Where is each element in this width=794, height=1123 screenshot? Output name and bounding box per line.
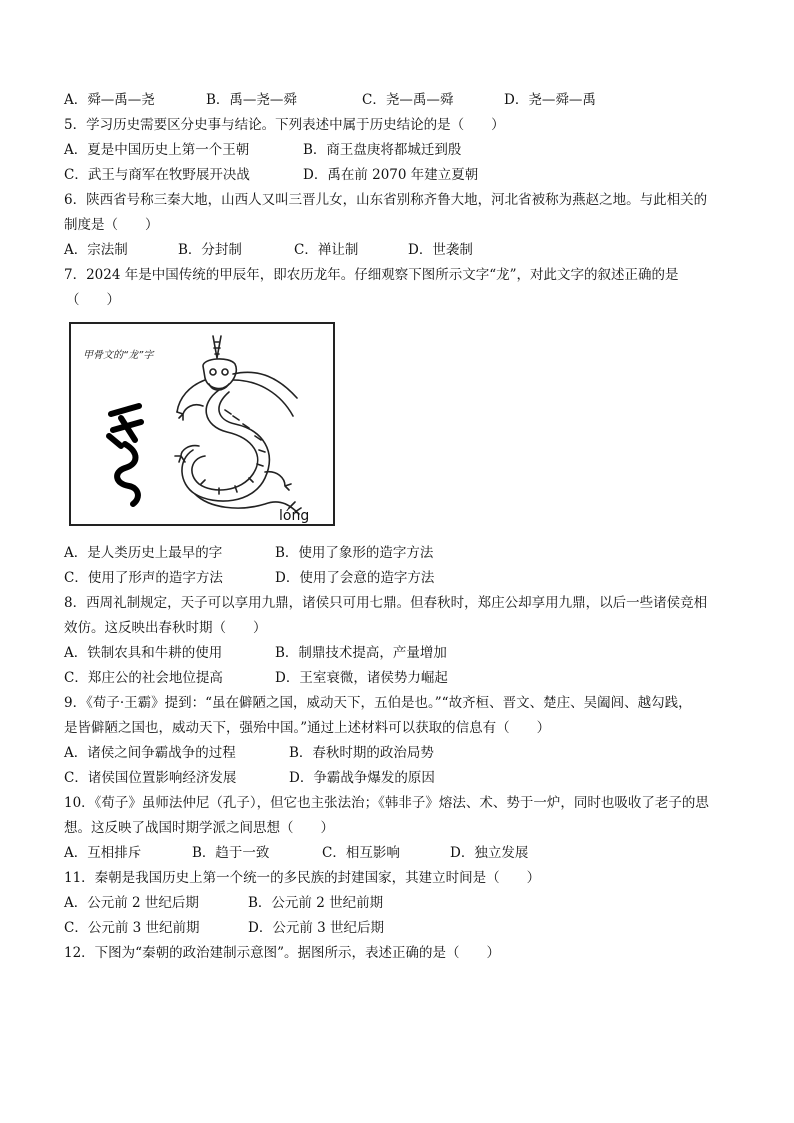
q5-option-c: C．武王与商军在牧野展开决战 <box>64 167 250 183</box>
q9-stem-line1: 9．《荀子·王霸》提到：“虽在僻陋之国，威动天下，五伯是也。”“故齐桓、晋文、楚庄、吴阖闾、越勾践， <box>64 695 692 711</box>
q6-option-a: A．宗法制 <box>64 242 128 258</box>
q8-option-a: A．铁制农具和牛耕的使用 <box>64 645 223 661</box>
q8-option-c: C．郑庄公的社会地位提高 <box>64 670 223 686</box>
q12-stem: 12．下图为“秦朝的政治建制示意图”。据图所示，表述正确的是（ ） <box>64 945 500 961</box>
q7-stem-line2: （ ） <box>66 292 120 308</box>
figure-pinyin: lóng <box>279 508 310 524</box>
q5-option-b: B．商王盘庚将都城迁到殷 <box>303 142 462 158</box>
q9-option-b: B．春秋时期的政治局势 <box>289 745 434 761</box>
q8-stem-line1: 8．西周礼制规定，天子可以享用九鼎，诸侯只可用七鼎。但春秋时，郑庄公却享用九鼎，以后一些诸侯竞相 <box>64 595 708 611</box>
q6-stem-line1: 6．陕西省号称三秦大地，山西人又叫三晋儿女，山东省别称齐鲁大地，河北省被称为燕赵之地。与此相关的 <box>64 192 708 208</box>
q11-stem: 11．秦朝是我国历史上第一个统一的多民族的封建国家，其建立时间是（ ） <box>64 870 541 886</box>
dragon-oracle-figure <box>69 322 335 526</box>
q6-option-d: D．世袭制 <box>408 242 473 258</box>
q10-stem-line1: 10．《荀子》虽师法仲尼（孔子），但它也主张法治；《韩非子》熔法、术、势于一炉，同时也吸收了老子的思 <box>64 795 709 811</box>
q11-option-c: C．公元前 3 世纪前期 <box>64 920 200 936</box>
q7-stem-line1: 7．2024 年是中国传统的甲辰年，即农历龙年。仔细观察下图所示文字“龙”，对此文字的叙述正确的是 <box>64 267 679 283</box>
q9-option-a: A．诸侯之间争霸战争的过程 <box>64 745 236 761</box>
q9-option-c: C．诸侯国位置影响经济发展 <box>64 770 237 786</box>
q5-option-a: A．夏是中国历史上第一个王朝 <box>64 142 250 158</box>
q4-option-d: D．尧—舜—禹 <box>504 92 596 108</box>
q5-option-d: D．禹在前 2070 年建立夏朝 <box>303 167 479 183</box>
q9-stem-line2: 是皆僻陋之国也，威动天下，强殆中国。”通过上述材料可以获取的信息有（ ） <box>64 720 551 736</box>
dragon-illustration-icon <box>169 328 319 518</box>
q4-option-b: B．禹—尧—舜 <box>206 92 297 108</box>
q8-stem-line2: 效仿。这反映出春秋时期（ ） <box>64 620 267 636</box>
q7-option-c: C．使用了形声的造字方法 <box>64 570 223 586</box>
q11-option-d: D．公元前 3 世纪后期 <box>248 920 384 936</box>
oracle-dragon-glyph-icon <box>99 400 159 510</box>
q5-stem: 5．学习历史需要区分史事与结论。下列表述中属于历史结论的是（ ） <box>64 117 505 133</box>
q6-option-b: B．分封制 <box>178 242 242 258</box>
q10-stem-line2: 想。这反映了战国时期学派之间思想（ ） <box>64 820 334 836</box>
figure-title: 甲骨文的“龙”字 <box>83 350 154 361</box>
q7-option-b: B．使用了象形的造字方法 <box>275 545 434 561</box>
q4-option-a: A．舜—禹—尧 <box>64 92 155 108</box>
q11-option-a: A．公元前 2 世纪后期 <box>64 895 199 911</box>
q11-option-b: B．公元前 2 世纪前期 <box>248 895 384 911</box>
q8-option-d: D．王室衰微，诸侯势力崛起 <box>275 670 448 686</box>
q6-option-c: C．禅让制 <box>294 242 359 258</box>
q10-option-c: C．相互影响 <box>322 845 400 861</box>
q4-option-c: C．尧—禹—舜 <box>362 92 454 108</box>
q7-option-d: D．使用了会意的造字方法 <box>275 570 435 586</box>
q10-option-a: A．互相排斥 <box>64 845 142 861</box>
q6-stem-line2: 制度是（ ） <box>64 217 159 233</box>
q10-option-b: B．趋于一致 <box>192 845 270 861</box>
q10-option-d: D．独立发展 <box>450 845 529 861</box>
q9-option-d: D．争霸战争爆发的原因 <box>289 770 435 786</box>
q8-option-b: B．制鼎技术提高，产量增加 <box>275 645 447 661</box>
q7-option-a: A．是人类历史上最早的字 <box>64 545 223 561</box>
